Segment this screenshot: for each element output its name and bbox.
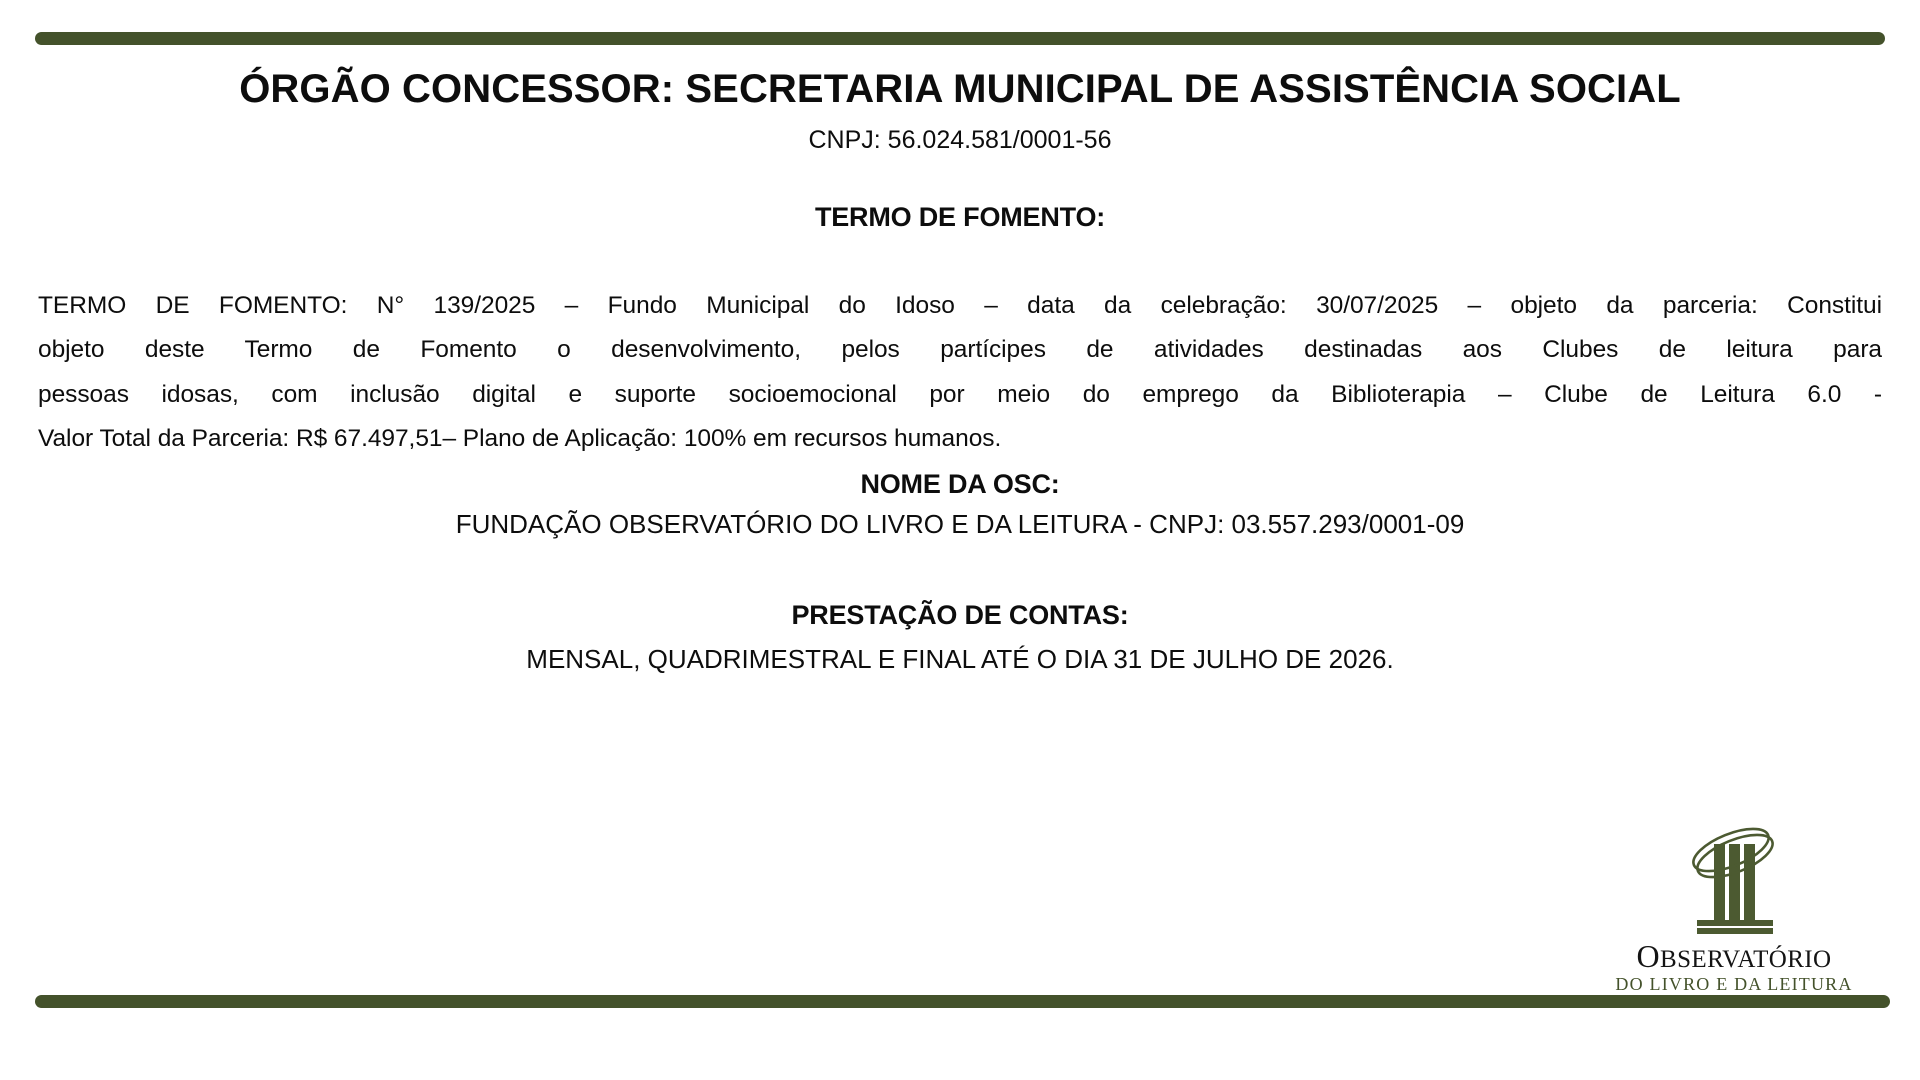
- termo-de-fomento-body: [38, 284, 1882, 462]
- section-heading-nome-da-osc: NOME DA OSC:: [860, 468, 1060, 499]
- observatorio-books-ellipse-mark: [1669, 820, 1799, 938]
- body-line: objeto deste Termo de Fomento o desenvolvimento, pelos partícipes de atividades destinadas aos Clubes de leitura para: [38, 336, 1882, 364]
- body-line: Valor Total da Parceria: R$ 67.497,51– Plano de Aplicação: 100% em recursos humanos.: [38, 425, 1002, 453]
- body-line: pessoas idosas, com inclusão digital e suporte socioemocional por meio do emprego da Biblioterapia – Clube de Leitura 6.0 -: [38, 380, 1882, 408]
- body-line: TERMO DE FOMENTO: N° 139/2025 – Fundo Municipal do Idoso – data da celebração: 30/07/2025 – objeto da parceria: Constitui: [38, 291, 1882, 319]
- document-content: [38, 66, 1882, 676]
- logo-wordmark: [1578, 940, 1890, 972]
- section-heading-termo-de-fomento: TERMO DE FOMENTO:: [814, 202, 1106, 233]
- observatorio-logo: [1578, 820, 1890, 1000]
- grantor-cnpj: CNPJ: 56.024.581/0001-56: [808, 126, 1112, 155]
- section-heading-prestacao-de-contas: PRESTAÇÃO DE CONTAS:: [791, 599, 1129, 630]
- osc-name-and-cnpj: FUNDAÇÃO OBSERVATÓRIO DO LIVRO E DA LEITURA - CNPJ: 03.557.293/0001-09: [455, 509, 1465, 540]
- logo-wordmark-rest: BSERVATÓRIO: [1660, 946, 1832, 973]
- top-divider-rule: [35, 32, 1885, 45]
- bottom-divider-rule: [35, 995, 1890, 1008]
- page-title: ÓRGÃO CONCESSOR: SECRETARIA MUNICIPAL DE ASSISTÊNCIA SOCIAL: [239, 67, 1681, 111]
- logo-tagline: DO LIVRO E DA LEITURA: [1615, 974, 1853, 994]
- logo-wordmark-initial: O: [1636, 938, 1661, 974]
- prestacao-de-contas-value: MENSAL, QUADRIMESTRAL E FINAL ATÉ O DIA 31 DE JULHO DE 2026.: [526, 644, 1394, 675]
